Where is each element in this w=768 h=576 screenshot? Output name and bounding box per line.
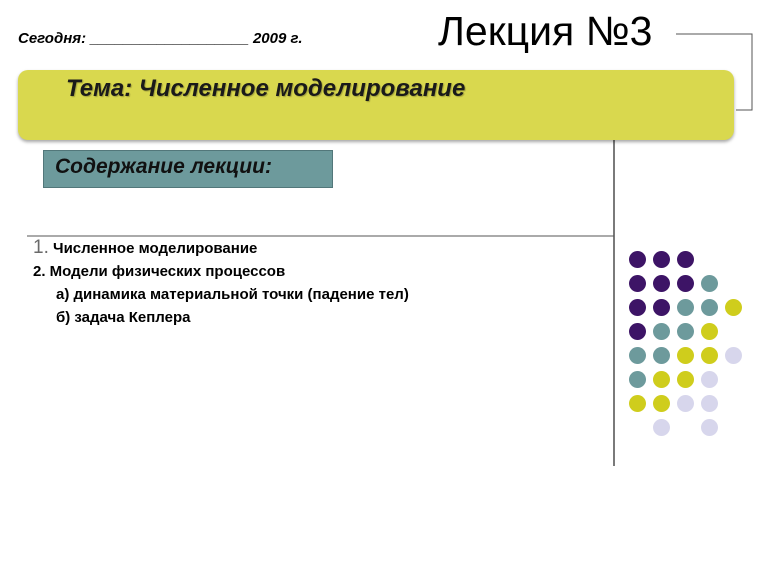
decorative-dot [677, 251, 694, 268]
lecture-title: Лекция №3 [438, 8, 653, 54]
decorative-dot [629, 275, 646, 292]
topic-title: Тема: Численное моделирование [66, 75, 466, 102]
agenda-item-1-text: Численное моделирование [53, 240, 258, 257]
decorative-dot [677, 395, 694, 412]
decorative-dot [677, 347, 694, 364]
decorative-dot [653, 371, 670, 388]
decorative-dot [701, 347, 718, 364]
decorative-dot [725, 299, 742, 316]
decorative-dot [653, 251, 670, 268]
agenda-item-1 [33, 236, 409, 260]
agenda-item-1-number: 1. [33, 237, 49, 258]
decorative-dot [629, 371, 646, 388]
decorative-dot [701, 371, 718, 388]
decorative-dot [629, 347, 646, 364]
decorative-dot [701, 275, 718, 292]
agenda-item-2: 2. Модели физических процессов [33, 263, 286, 280]
decorative-dot [653, 419, 670, 436]
decorative-dot [629, 395, 646, 412]
decorative-dot [677, 323, 694, 340]
decorative-dot [653, 299, 670, 316]
decorative-dot [653, 323, 670, 340]
decorative-dot [701, 299, 718, 316]
decorative-dot [677, 371, 694, 388]
contents-header-label: Содержание лекции: [55, 155, 272, 178]
decorative-dot [653, 275, 670, 292]
decorative-dot [677, 299, 694, 316]
decorative-dot [629, 323, 646, 340]
date-line: Сегодня: ___________________ 2009 г. [18, 30, 303, 47]
decorative-dot [725, 347, 742, 364]
decorative-dot [677, 275, 694, 292]
decorative-dot [629, 251, 646, 268]
decorative-dot [629, 299, 646, 316]
decorative-dot [701, 395, 718, 412]
decorative-dot [653, 395, 670, 412]
decorative-dot [701, 419, 718, 436]
decorative-dot [653, 347, 670, 364]
decorative-dot [701, 323, 718, 340]
agenda-item-2b: б) задача Кеплера [56, 309, 191, 326]
agenda-list [33, 236, 409, 329]
agenda-item-2a: а) динамика материальной точки (падение тел) [56, 286, 409, 303]
